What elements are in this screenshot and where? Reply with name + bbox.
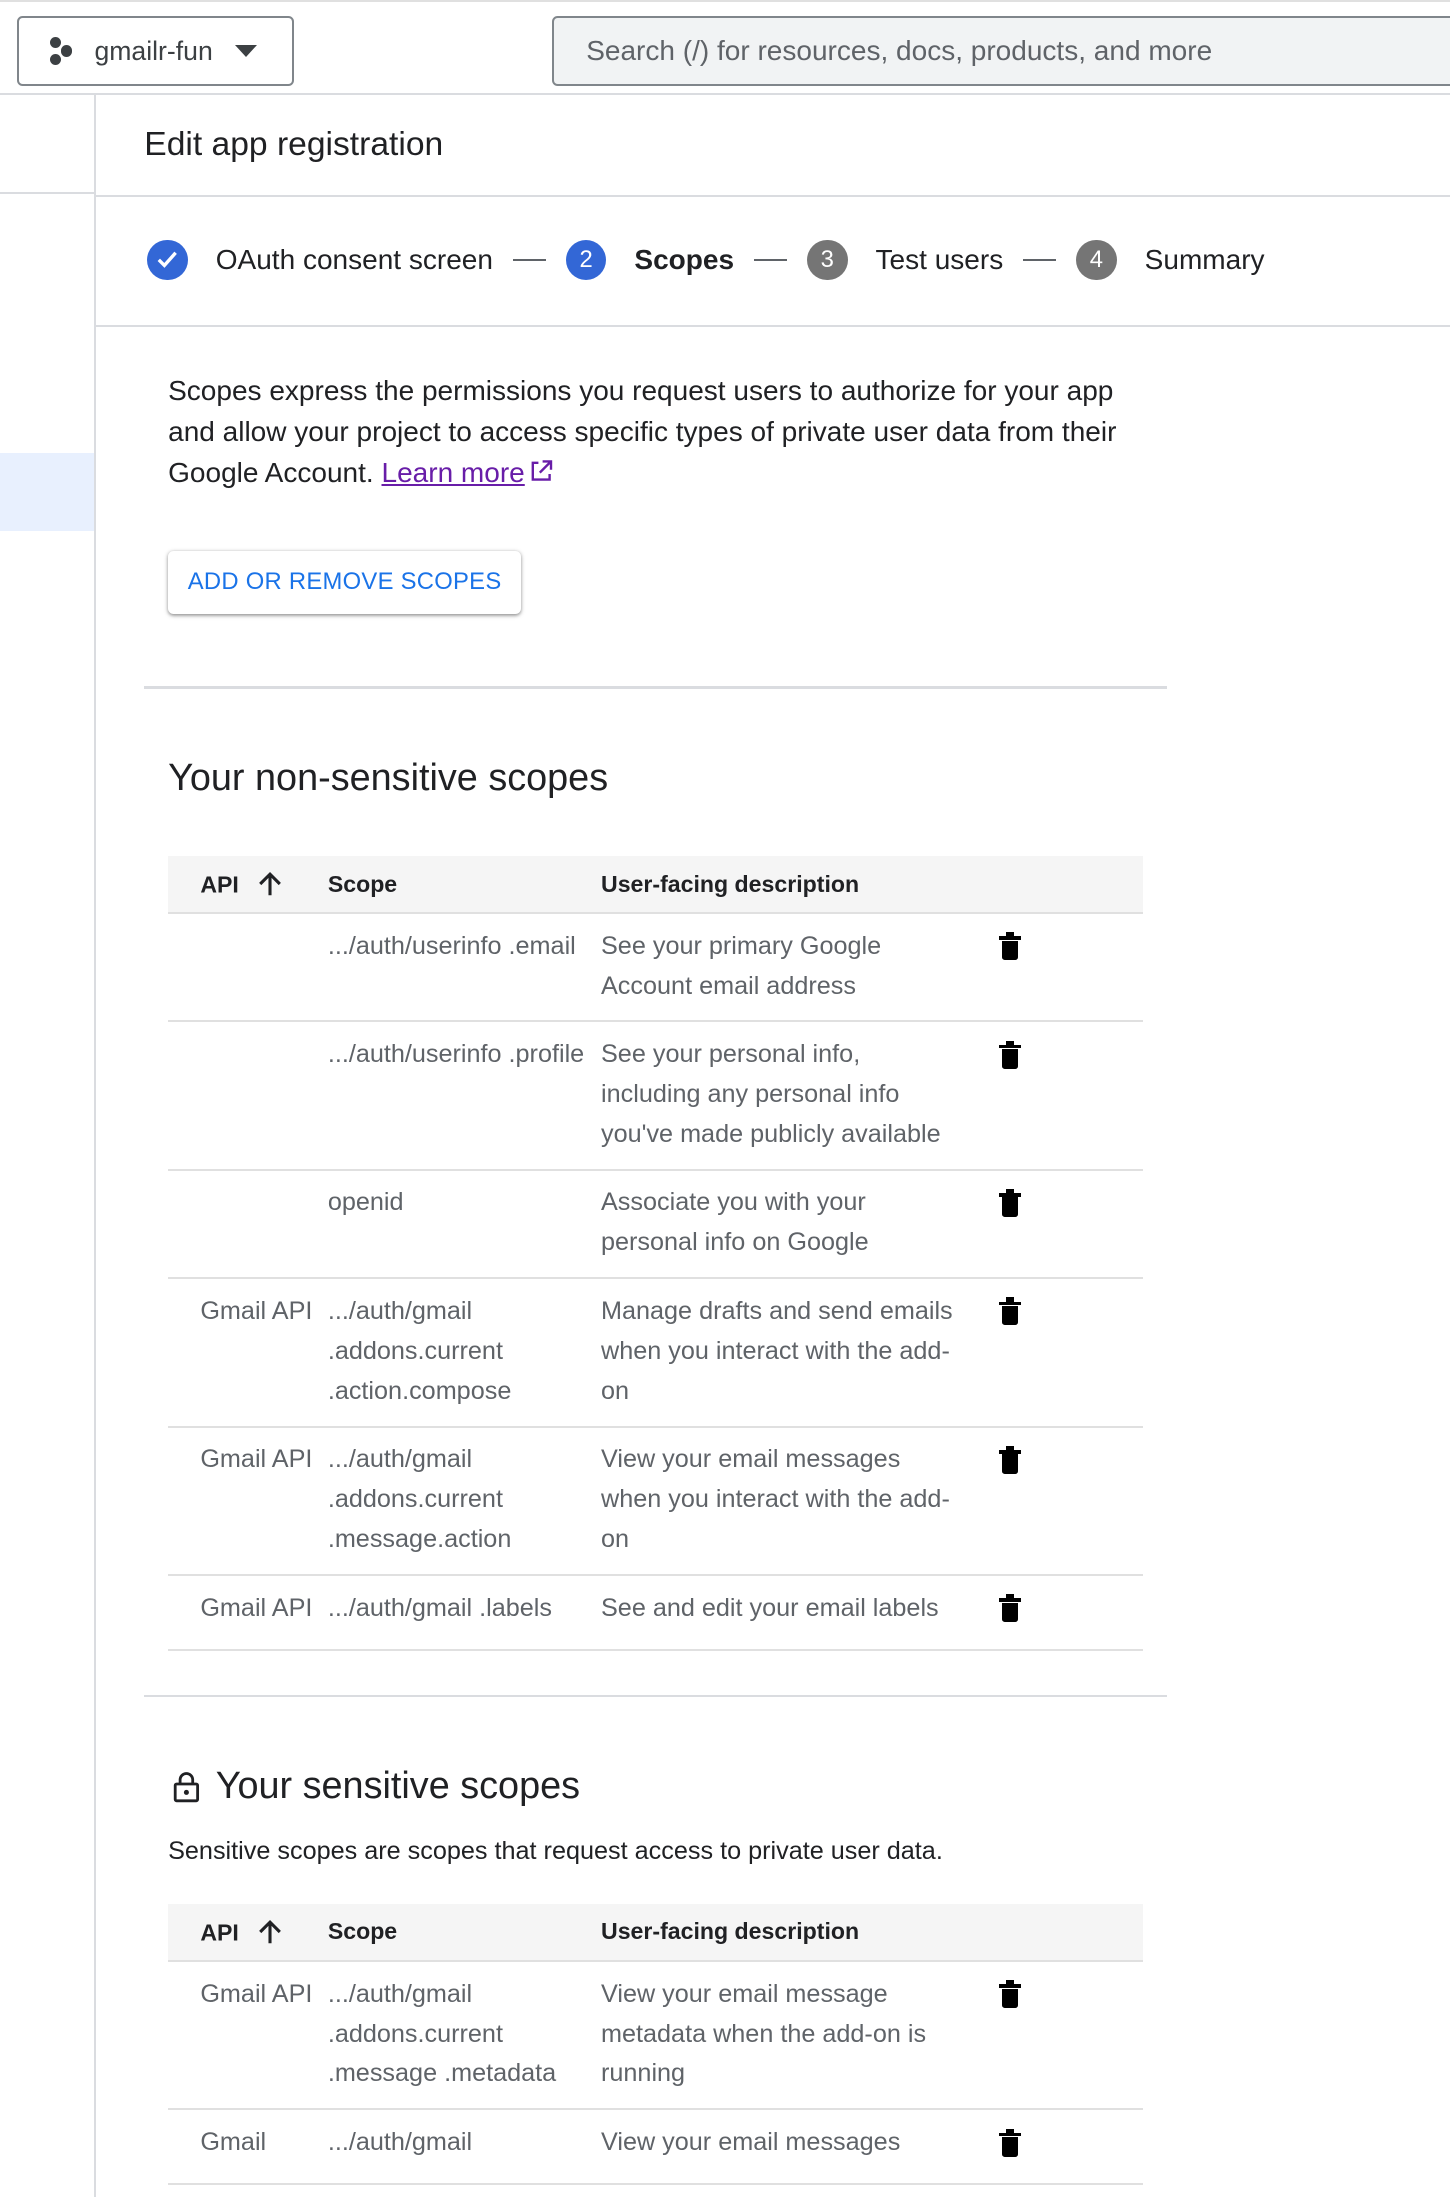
description-cell: See and edit your email labels (601, 1575, 965, 1650)
page-title: Edit app registration (144, 126, 444, 164)
scope-cell: .../auth/gmail (328, 2109, 601, 2184)
intro-text (168, 371, 1149, 493)
table-header (168, 1904, 1143, 1961)
table-header (168, 856, 1143, 913)
description-cell: View your email message metadata when the add-on is running (601, 1961, 965, 2109)
description-cell: Associate you with your personal info on Google (601, 1170, 965, 1278)
description-cell: See your primary Google Account email address (601, 913, 965, 1021)
delete-icon[interactable] (999, 1189, 1021, 1217)
sidebar (0, 95, 96, 2197)
scope-cell: .../auth/gmail .addons.current .message .metadata (328, 1961, 601, 2109)
column-api[interactable]: API (168, 1904, 328, 1961)
search-placeholder: Search (/) for resources, docs, products, and more (586, 35, 1213, 67)
step-number: 4 (1076, 240, 1117, 281)
scope-cell: openid (328, 1170, 601, 1278)
external-link-icon (530, 460, 552, 482)
step-2-label[interactable]: Scopes (634, 243, 735, 275)
api-cell: Gmail API (168, 1427, 328, 1575)
sensitive-subtitle: Sensitive scopes are scopes that request access to private user data. (168, 1836, 943, 1865)
table-row (168, 1170, 1143, 1278)
column-description: User-facing description (601, 1904, 965, 1961)
column-description: User-facing description (601, 856, 965, 913)
project-icon (47, 37, 75, 65)
sidebar-active-item[interactable] (0, 453, 94, 531)
delete-icon[interactable] (999, 1594, 1021, 1622)
api-cell (168, 1170, 328, 1278)
project-selector[interactable] (17, 16, 294, 86)
sensitive-table (168, 1904, 1143, 2186)
step-number: 2 (566, 240, 607, 281)
column-scope[interactable]: Scope (328, 856, 601, 913)
step-3-label[interactable]: Test users (875, 243, 1004, 275)
api-cell: Gmail API (168, 1961, 328, 2109)
step-connector (1023, 259, 1057, 261)
api-cell: Gmail API (168, 1575, 328, 1650)
lock-icon (171, 1770, 202, 1804)
delete-icon[interactable] (999, 1041, 1021, 1069)
description-cell: View your email messages (601, 2109, 965, 2184)
column-scope[interactable]: Scope (328, 1904, 601, 1961)
table-row (168, 1961, 1143, 2109)
stepper (95, 195, 1450, 327)
top-bar (0, 0, 1450, 95)
sensitive-title: Your sensitive scopes (215, 1765, 581, 1808)
api-cell: Gmail API (168, 1278, 328, 1426)
non-sensitive-table (168, 856, 1143, 1651)
description-cell: See your personal info, including any personal info you've made publicly available (601, 1021, 965, 1169)
description-cell: Manage drafts and send emails when you interact with the add-on (601, 1278, 965, 1426)
delete-icon[interactable] (999, 2129, 1021, 2157)
page-header (95, 95, 1450, 196)
delete-icon[interactable] (999, 1446, 1021, 1474)
api-cell (168, 913, 328, 1021)
check-icon (147, 240, 188, 281)
step-1-label[interactable]: OAuth consent screen (215, 243, 493, 275)
project-name: gmailr-fun (94, 35, 213, 66)
scope-cell: .../auth/gmail .addons.current .action.compose (328, 1278, 601, 1426)
step-number: 3 (807, 240, 848, 281)
scope-cell: .../auth/gmail .addons.current .message.action (328, 1427, 601, 1575)
table-row (168, 1575, 1143, 1650)
step-connector (754, 259, 788, 261)
delete-icon[interactable] (999, 1980, 1021, 2008)
divider (144, 1695, 1167, 1697)
step-4-label[interactable]: Summary (1144, 243, 1265, 275)
table-row (168, 2109, 1143, 2184)
scope-cell: .../auth/userinfo .email (328, 913, 601, 1021)
search-input[interactable] (552, 16, 1450, 86)
scope-cell: .../auth/gmail .labels (328, 1575, 601, 1650)
scope-cell: .../auth/userinfo .profile (328, 1021, 601, 1169)
table-row (168, 913, 1143, 1021)
learn-more-link[interactable]: Learn more (381, 456, 525, 488)
add-or-remove-scopes-button[interactable]: ADD OR REMOVE SCOPES (168, 551, 521, 614)
non-sensitive-heading: Your non-sensitive scopes (168, 756, 609, 799)
step-connector (513, 259, 547, 261)
column-api[interactable]: API (168, 856, 328, 913)
divider (144, 686, 1167, 688)
intro-body: Scopes express the permissions you request users to authorize for your app and allow your project to access specific types of private user data from their Google Account. (168, 375, 1117, 488)
chevron-down-icon (235, 45, 257, 57)
table-row (168, 1427, 1143, 1575)
api-cell (168, 1021, 328, 1169)
sort-arrow-up-icon (256, 1918, 284, 1946)
api-cell: Gmail (168, 2109, 328, 2184)
delete-icon[interactable] (999, 1297, 1021, 1325)
delete-icon[interactable] (999, 932, 1021, 960)
sensitive-heading (168, 1765, 580, 1808)
divider (0, 192, 95, 194)
table-row (168, 1021, 1143, 1169)
description-cell: View your email messages when you interact with the add-on (601, 1427, 965, 1575)
table-row (168, 1278, 1143, 1426)
sort-arrow-up-icon (256, 870, 284, 898)
